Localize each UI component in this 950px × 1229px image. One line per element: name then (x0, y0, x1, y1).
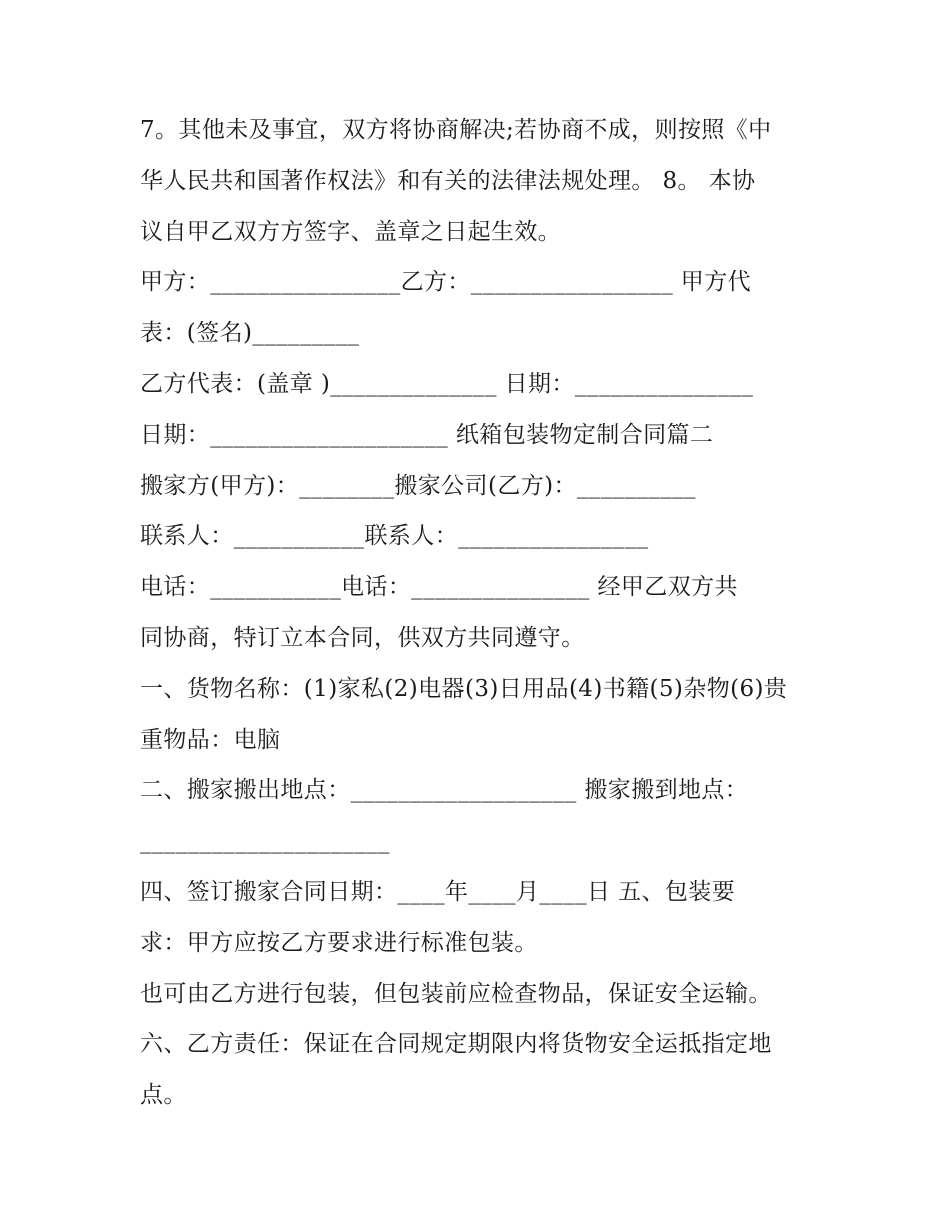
text-line: 7。其他未及事宜，双方将协商解决;若协商不成，则按照《中 (140, 117, 772, 143)
text-line: 六、乙方责任：保证在合同规定期限内将货物安全运抵指定地 (140, 1031, 772, 1058)
text-line: 表：(签名)_________ (140, 320, 360, 347)
document-page (140, 108, 820, 1124)
text-line: 乙方代表：(盖章 )______________ 日期：_______________ (140, 370, 754, 397)
text-line: 甲方：________________乙方：_________________ 甲方代 (140, 269, 752, 296)
text-line: 搬家方(甲方)：________搬家公司(乙方)：__________ (140, 472, 696, 499)
text-line: 议自甲乙双方方签字、盖章之日起生效。 (140, 218, 562, 245)
text-line: 重物品：电脑 (140, 726, 281, 753)
text-line: 一、货物名称：(1)家私(2)电器(3)日用品(4)书籍(5)杂物(6)贵 (140, 675, 788, 702)
text-line: 联系人：___________联系人：________________ (140, 523, 649, 550)
text-line: 二、搬家搬出地点：___________________ 搬家搬到地点： (140, 777, 749, 804)
text-line: 电话：___________电话：_______________ 经甲乙双方共 (140, 574, 738, 601)
text-line: 华人民共和国著作权法》和有关的法律法规处理。 8。 本协 (140, 167, 756, 194)
text-line: 求：甲方应按乙方要求进行标准包装。 (140, 929, 538, 956)
text-line: 也可由乙方进行包装，但包装前应检查物品，保证安全运输。 (140, 980, 772, 1007)
text-line: 四、签订搬家合同日期：____年____月____日 五、包装要 (140, 878, 736, 905)
text-line: 日期：____________________ 纸箱包装物定制合同篇二 (140, 421, 714, 448)
text-line: _____________________ (140, 828, 390, 855)
text-line: 同协商，特订立本合同，供双方共同遵守。 (140, 624, 585, 651)
text-line: 点。 (140, 1082, 187, 1109)
